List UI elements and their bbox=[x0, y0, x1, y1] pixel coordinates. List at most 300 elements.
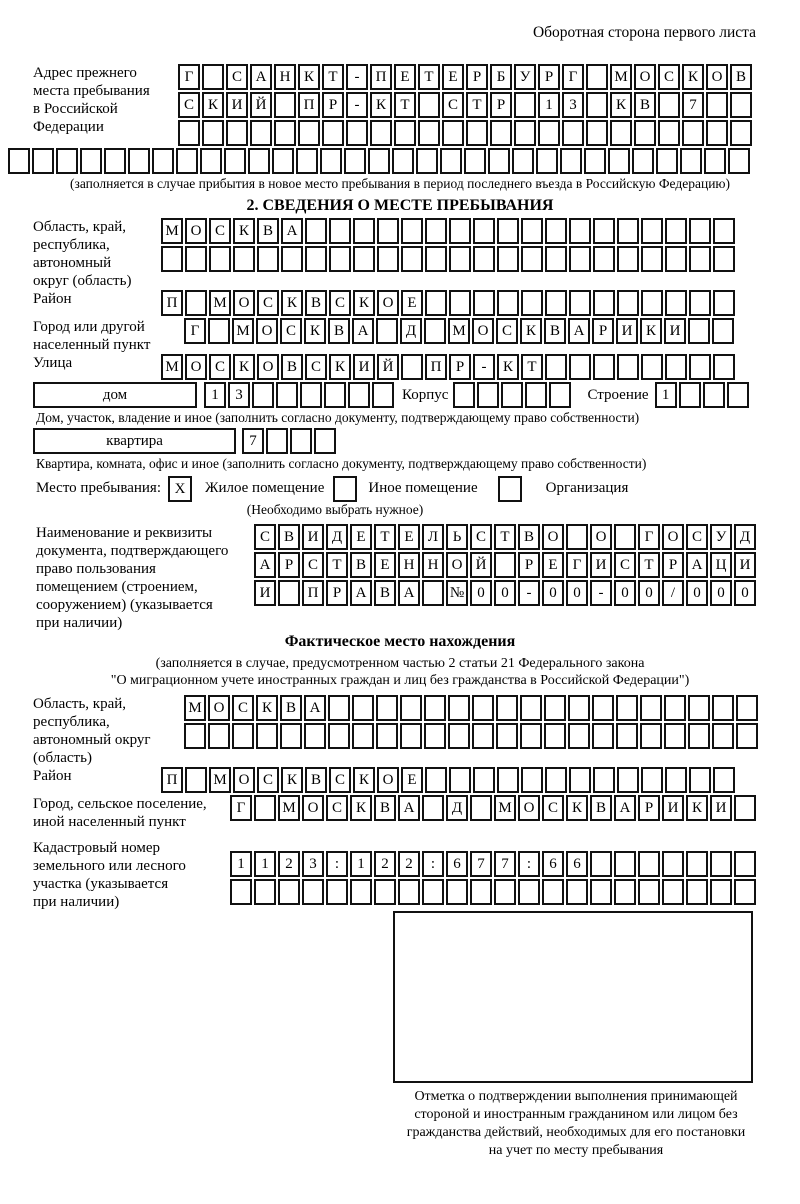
char-cell bbox=[208, 723, 230, 749]
char-cell: Т bbox=[322, 64, 344, 90]
char-cell: О bbox=[542, 524, 564, 550]
char-cell: В bbox=[257, 218, 279, 244]
page-header-note: Оборотная сторона первого листа bbox=[532, 24, 756, 41]
char-cell bbox=[521, 767, 543, 793]
char-cell: М bbox=[610, 64, 632, 90]
s2-doc-row-2 bbox=[254, 552, 758, 578]
char-cell: О bbox=[256, 318, 278, 344]
char-cell: С bbox=[209, 218, 231, 244]
char-cell: Е bbox=[398, 524, 420, 550]
char-cell: 7 bbox=[682, 92, 704, 118]
char-cell: С bbox=[257, 290, 279, 316]
char-cell bbox=[256, 723, 278, 749]
char-cell: Д bbox=[326, 524, 348, 550]
char-cell: Н bbox=[274, 64, 296, 90]
s2-stroenie-label: Строение bbox=[587, 387, 649, 403]
char-cell bbox=[322, 120, 344, 146]
char-cell: О bbox=[377, 767, 399, 793]
char-cell: В bbox=[730, 64, 752, 90]
char-cell: А bbox=[304, 695, 326, 721]
char-cell: К bbox=[682, 64, 704, 90]
char-cell: И bbox=[302, 524, 324, 550]
char-cell bbox=[272, 148, 294, 174]
char-cell: П bbox=[370, 64, 392, 90]
char-cell bbox=[329, 246, 351, 272]
char-cell bbox=[224, 148, 246, 174]
char-cell bbox=[689, 354, 711, 380]
char-cell bbox=[590, 851, 612, 877]
char-cell bbox=[688, 318, 710, 344]
char-cell bbox=[376, 318, 398, 344]
char-cell bbox=[208, 318, 230, 344]
char-cell: Д bbox=[446, 795, 468, 821]
char-cell: К bbox=[329, 354, 351, 380]
char-cell bbox=[730, 120, 752, 146]
char-cell bbox=[425, 767, 447, 793]
char-cell bbox=[254, 879, 276, 905]
char-cell bbox=[274, 120, 296, 146]
char-cell bbox=[202, 120, 224, 146]
fact-kadastr-row-1 bbox=[230, 851, 758, 877]
char-cell bbox=[281, 246, 303, 272]
stay-type-checkbox-inoe bbox=[333, 476, 357, 502]
fact-kadastr-rows bbox=[230, 839, 758, 907]
char-cell: Т bbox=[521, 354, 543, 380]
char-cell bbox=[593, 246, 615, 272]
char-cell bbox=[521, 246, 543, 272]
char-cell bbox=[610, 120, 632, 146]
char-cell: И bbox=[590, 552, 612, 578]
char-cell: О bbox=[257, 354, 279, 380]
char-cell: С bbox=[209, 354, 231, 380]
char-cell: Л bbox=[422, 524, 444, 550]
char-cell: С bbox=[614, 552, 636, 578]
char-cell bbox=[473, 290, 495, 316]
char-cell bbox=[400, 723, 422, 749]
s2-kvartira-row bbox=[33, 428, 800, 456]
char-cell bbox=[401, 218, 423, 244]
char-cell: 1 bbox=[254, 851, 276, 877]
char-cell bbox=[706, 92, 728, 118]
char-cell bbox=[324, 382, 346, 408]
char-cell bbox=[713, 218, 735, 244]
fact-raion-field bbox=[0, 767, 800, 795]
fact-oblast-row-1 bbox=[184, 695, 760, 721]
char-cell bbox=[8, 148, 30, 174]
char-cell bbox=[425, 218, 447, 244]
fact-gorod-row bbox=[230, 795, 758, 821]
char-cell: Р bbox=[592, 318, 614, 344]
char-cell: Р bbox=[322, 92, 344, 118]
char-cell bbox=[521, 290, 543, 316]
char-cell bbox=[274, 92, 296, 118]
char-cell bbox=[377, 246, 399, 272]
char-cell: К bbox=[202, 92, 224, 118]
char-cell bbox=[329, 218, 351, 244]
char-cell bbox=[422, 580, 444, 606]
char-cell: 7 bbox=[494, 851, 516, 877]
s2-kvartira-note: Квартира, комната, офис и иное (заполнить согласно документу, подтверждающему право собственности) bbox=[36, 456, 647, 471]
char-cell bbox=[593, 354, 615, 380]
char-cell: Р bbox=[278, 552, 300, 578]
char-cell: 2 bbox=[398, 851, 420, 877]
char-cell bbox=[521, 218, 543, 244]
char-cell: 0 bbox=[710, 580, 732, 606]
char-cell bbox=[346, 120, 368, 146]
char-cell bbox=[638, 879, 660, 905]
char-cell bbox=[128, 148, 150, 174]
char-cell bbox=[617, 218, 639, 244]
char-cell bbox=[497, 218, 519, 244]
char-cell bbox=[734, 795, 756, 821]
char-cell bbox=[401, 246, 423, 272]
char-cell: А bbox=[254, 552, 276, 578]
char-cell bbox=[569, 354, 591, 380]
char-cell bbox=[257, 246, 279, 272]
char-cell bbox=[736, 695, 758, 721]
char-cell: Е bbox=[401, 767, 423, 793]
char-cell: - bbox=[346, 92, 368, 118]
fact-raion-row bbox=[161, 767, 737, 793]
char-cell bbox=[568, 723, 590, 749]
stay-type-checkbox-org bbox=[498, 476, 522, 502]
fact-gorod-label: Город, сельское поселение, иной населенный пункт bbox=[33, 796, 207, 830]
confirmation-stamp-box bbox=[393, 911, 753, 1083]
char-cell bbox=[449, 290, 471, 316]
char-cell bbox=[453, 382, 475, 408]
char-cell: 7 bbox=[242, 428, 264, 454]
char-cell: С bbox=[254, 524, 276, 550]
char-cell: В bbox=[305, 767, 327, 793]
char-cell bbox=[372, 382, 394, 408]
char-cell: С bbox=[178, 92, 200, 118]
char-cell bbox=[586, 120, 608, 146]
char-cell bbox=[477, 382, 499, 408]
char-cell bbox=[686, 879, 708, 905]
char-cell bbox=[728, 148, 750, 174]
char-cell bbox=[352, 723, 374, 749]
char-cell bbox=[280, 723, 302, 749]
char-cell bbox=[614, 879, 636, 905]
char-cell bbox=[665, 246, 687, 272]
char-cell bbox=[496, 695, 518, 721]
char-cell: Р bbox=[638, 795, 660, 821]
char-cell bbox=[662, 851, 684, 877]
char-cell bbox=[202, 64, 224, 90]
char-cell: П bbox=[298, 92, 320, 118]
char-cell bbox=[374, 879, 396, 905]
char-cell bbox=[682, 120, 704, 146]
char-cell: М bbox=[278, 795, 300, 821]
char-cell bbox=[568, 695, 590, 721]
char-cell bbox=[370, 120, 392, 146]
char-cell: 0 bbox=[734, 580, 756, 606]
char-cell: 0 bbox=[542, 580, 564, 606]
form-back-page bbox=[0, 24, 800, 1160]
char-cell: В bbox=[350, 552, 372, 578]
char-cell: В bbox=[281, 354, 303, 380]
char-cell: Е bbox=[350, 524, 372, 550]
char-cell bbox=[449, 246, 471, 272]
char-cell bbox=[542, 879, 564, 905]
char-cell: № bbox=[446, 580, 468, 606]
char-cell: 0 bbox=[470, 580, 492, 606]
char-cell bbox=[300, 382, 322, 408]
char-cell bbox=[305, 246, 327, 272]
char-cell bbox=[252, 382, 274, 408]
char-cell: Е bbox=[542, 552, 564, 578]
char-cell bbox=[713, 290, 735, 316]
char-cell bbox=[376, 723, 398, 749]
char-cell: А bbox=[281, 218, 303, 244]
char-cell: - bbox=[518, 580, 540, 606]
char-cell bbox=[449, 767, 471, 793]
char-cell bbox=[538, 120, 560, 146]
char-cell: 1 bbox=[204, 382, 226, 408]
char-cell bbox=[302, 879, 324, 905]
char-cell: Й bbox=[377, 354, 399, 380]
char-cell bbox=[586, 92, 608, 118]
char-cell bbox=[446, 879, 468, 905]
char-cell: С bbox=[302, 552, 324, 578]
prev-address-row-4 bbox=[8, 148, 800, 174]
char-cell: И bbox=[662, 795, 684, 821]
char-cell: Б bbox=[490, 64, 512, 90]
char-cell: К bbox=[281, 290, 303, 316]
char-cell: С bbox=[226, 64, 248, 90]
fact-kadastr-field bbox=[0, 839, 800, 911]
char-cell: С bbox=[658, 64, 680, 90]
char-cell bbox=[418, 120, 440, 146]
char-cell: Р bbox=[490, 92, 512, 118]
char-cell: С bbox=[542, 795, 564, 821]
char-cell bbox=[497, 290, 519, 316]
char-cell bbox=[518, 879, 540, 905]
char-cell bbox=[713, 354, 735, 380]
char-cell bbox=[353, 218, 375, 244]
char-cell bbox=[377, 218, 399, 244]
char-cell: 1 bbox=[538, 92, 560, 118]
char-cell bbox=[614, 851, 636, 877]
char-cell: Е bbox=[442, 64, 464, 90]
char-cell bbox=[248, 148, 270, 174]
char-cell bbox=[656, 148, 678, 174]
stay-type-option-zhiloe: Жилое помещение bbox=[205, 480, 325, 496]
char-cell: Ь bbox=[446, 524, 468, 550]
char-cell bbox=[560, 148, 582, 174]
char-cell bbox=[398, 879, 420, 905]
char-cell bbox=[688, 723, 710, 749]
char-cell bbox=[514, 120, 536, 146]
char-cell: У bbox=[514, 64, 536, 90]
char-cell bbox=[178, 120, 200, 146]
char-cell: К bbox=[304, 318, 326, 344]
char-cell: Т bbox=[394, 92, 416, 118]
char-cell bbox=[424, 318, 446, 344]
char-cell: Е bbox=[374, 552, 396, 578]
char-cell bbox=[440, 148, 462, 174]
char-cell: 1 bbox=[655, 382, 677, 408]
char-cell bbox=[424, 723, 446, 749]
char-cell: Н bbox=[398, 552, 420, 578]
char-cell bbox=[473, 218, 495, 244]
s2-oblast-label: Область, край, республика, автономный округ (область) bbox=[33, 219, 132, 289]
char-cell bbox=[353, 246, 375, 272]
char-cell bbox=[545, 767, 567, 793]
char-cell bbox=[641, 767, 663, 793]
char-cell bbox=[496, 723, 518, 749]
s2-raion-row bbox=[161, 290, 737, 316]
char-cell: И bbox=[664, 318, 686, 344]
char-cell: 3 bbox=[228, 382, 250, 408]
char-cell: Р bbox=[466, 64, 488, 90]
char-cell: 6 bbox=[566, 851, 588, 877]
char-cell: П bbox=[161, 290, 183, 316]
stay-type-option-org: Организация bbox=[545, 480, 629, 496]
char-cell bbox=[185, 246, 207, 272]
char-cell: С bbox=[496, 318, 518, 344]
char-cell bbox=[665, 218, 687, 244]
char-cell: 0 bbox=[614, 580, 636, 606]
s2-kvartira-cells bbox=[242, 428, 338, 454]
char-cell: И bbox=[226, 92, 248, 118]
s2-oblast-rows bbox=[161, 218, 737, 274]
s2-gorod-field bbox=[0, 318, 800, 354]
char-cell: Р bbox=[449, 354, 471, 380]
char-cell: С bbox=[329, 290, 351, 316]
char-cell: М bbox=[161, 218, 183, 244]
char-cell bbox=[536, 148, 558, 174]
char-cell bbox=[566, 524, 588, 550]
char-cell: Р bbox=[538, 64, 560, 90]
s2-raion-field bbox=[0, 290, 800, 318]
s2-dom-type-box: дом bbox=[33, 382, 197, 408]
s2-korpus-cells bbox=[453, 382, 573, 408]
char-cell: - bbox=[346, 64, 368, 90]
char-cell bbox=[616, 723, 638, 749]
char-cell bbox=[549, 382, 571, 408]
char-cell bbox=[664, 723, 686, 749]
char-cell: М bbox=[448, 318, 470, 344]
char-cell: С bbox=[280, 318, 302, 344]
char-cell: М bbox=[209, 767, 231, 793]
char-cell bbox=[641, 246, 663, 272]
char-cell bbox=[544, 695, 566, 721]
char-cell bbox=[640, 723, 662, 749]
char-cell: С bbox=[686, 524, 708, 550]
char-cell: К bbox=[640, 318, 662, 344]
char-cell: К bbox=[520, 318, 542, 344]
char-cell: Г bbox=[638, 524, 660, 550]
char-cell: И bbox=[734, 552, 756, 578]
char-cell: О bbox=[518, 795, 540, 821]
prev-address-cell-rows bbox=[178, 64, 754, 148]
char-cell bbox=[266, 428, 288, 454]
char-cell: 1 bbox=[350, 851, 372, 877]
stamp-area bbox=[390, 911, 762, 1160]
s2-oblast-row-1 bbox=[161, 218, 737, 244]
char-cell bbox=[689, 290, 711, 316]
stay-type-label: Место пребывания: bbox=[36, 480, 161, 496]
char-cell bbox=[233, 246, 255, 272]
char-cell: С bbox=[329, 767, 351, 793]
char-cell: О bbox=[377, 290, 399, 316]
char-cell: - bbox=[473, 354, 495, 380]
char-cell: К bbox=[233, 218, 255, 244]
char-cell bbox=[448, 695, 470, 721]
char-cell: : bbox=[422, 851, 444, 877]
char-cell: В bbox=[280, 695, 302, 721]
char-cell bbox=[703, 382, 725, 408]
char-cell bbox=[473, 246, 495, 272]
char-cell: К bbox=[566, 795, 588, 821]
char-cell bbox=[658, 120, 680, 146]
char-cell: К bbox=[353, 290, 375, 316]
char-cell: О bbox=[208, 695, 230, 721]
char-cell: О bbox=[446, 552, 468, 578]
char-cell: А bbox=[686, 552, 708, 578]
char-cell bbox=[422, 879, 444, 905]
fact-oblast-field bbox=[0, 695, 800, 767]
prev-address-row-2 bbox=[178, 92, 754, 118]
char-cell: / bbox=[662, 580, 684, 606]
char-cell: М bbox=[184, 695, 206, 721]
char-cell bbox=[641, 290, 663, 316]
char-cell bbox=[640, 695, 662, 721]
stamp-note: Отметка о подтверждении выполнения принимающей стороной и иностранным гражданином или лицом без гражданства действий, необходимых для его постановки на учет по месту пребывания bbox=[406, 1089, 746, 1158]
char-cell: А bbox=[568, 318, 590, 344]
char-cell bbox=[104, 148, 126, 174]
char-cell: : bbox=[326, 851, 348, 877]
char-cell: О bbox=[706, 64, 728, 90]
char-cell bbox=[232, 723, 254, 749]
char-cell: О bbox=[233, 767, 255, 793]
char-cell bbox=[562, 120, 584, 146]
char-cell: Т bbox=[418, 64, 440, 90]
char-cell bbox=[501, 382, 523, 408]
char-cell bbox=[679, 382, 701, 408]
s2-ulitsa-field bbox=[0, 354, 800, 382]
char-cell: К bbox=[686, 795, 708, 821]
fact-title: Фактическое место нахождения bbox=[284, 633, 516, 650]
char-cell bbox=[226, 120, 248, 146]
char-cell bbox=[185, 767, 207, 793]
char-cell bbox=[350, 879, 372, 905]
char-cell bbox=[632, 148, 654, 174]
char-cell bbox=[712, 695, 734, 721]
char-cell bbox=[566, 879, 588, 905]
char-cell bbox=[209, 246, 231, 272]
char-cell: Р bbox=[326, 580, 348, 606]
char-cell: А bbox=[398, 580, 420, 606]
char-cell bbox=[368, 148, 390, 174]
char-cell bbox=[278, 879, 300, 905]
char-cell: О bbox=[662, 524, 684, 550]
char-cell bbox=[710, 879, 732, 905]
char-cell bbox=[664, 695, 686, 721]
s2-oblast-row-2 bbox=[161, 246, 737, 272]
char-cell bbox=[200, 148, 222, 174]
char-cell: С bbox=[470, 524, 492, 550]
char-cell: Т bbox=[374, 524, 396, 550]
char-cell bbox=[593, 218, 615, 244]
s2-dom-cells bbox=[204, 382, 396, 408]
char-cell: Г bbox=[178, 64, 200, 90]
char-cell bbox=[710, 851, 732, 877]
char-cell: К bbox=[497, 354, 519, 380]
char-cell bbox=[686, 851, 708, 877]
fact-gorod-field bbox=[0, 795, 800, 831]
